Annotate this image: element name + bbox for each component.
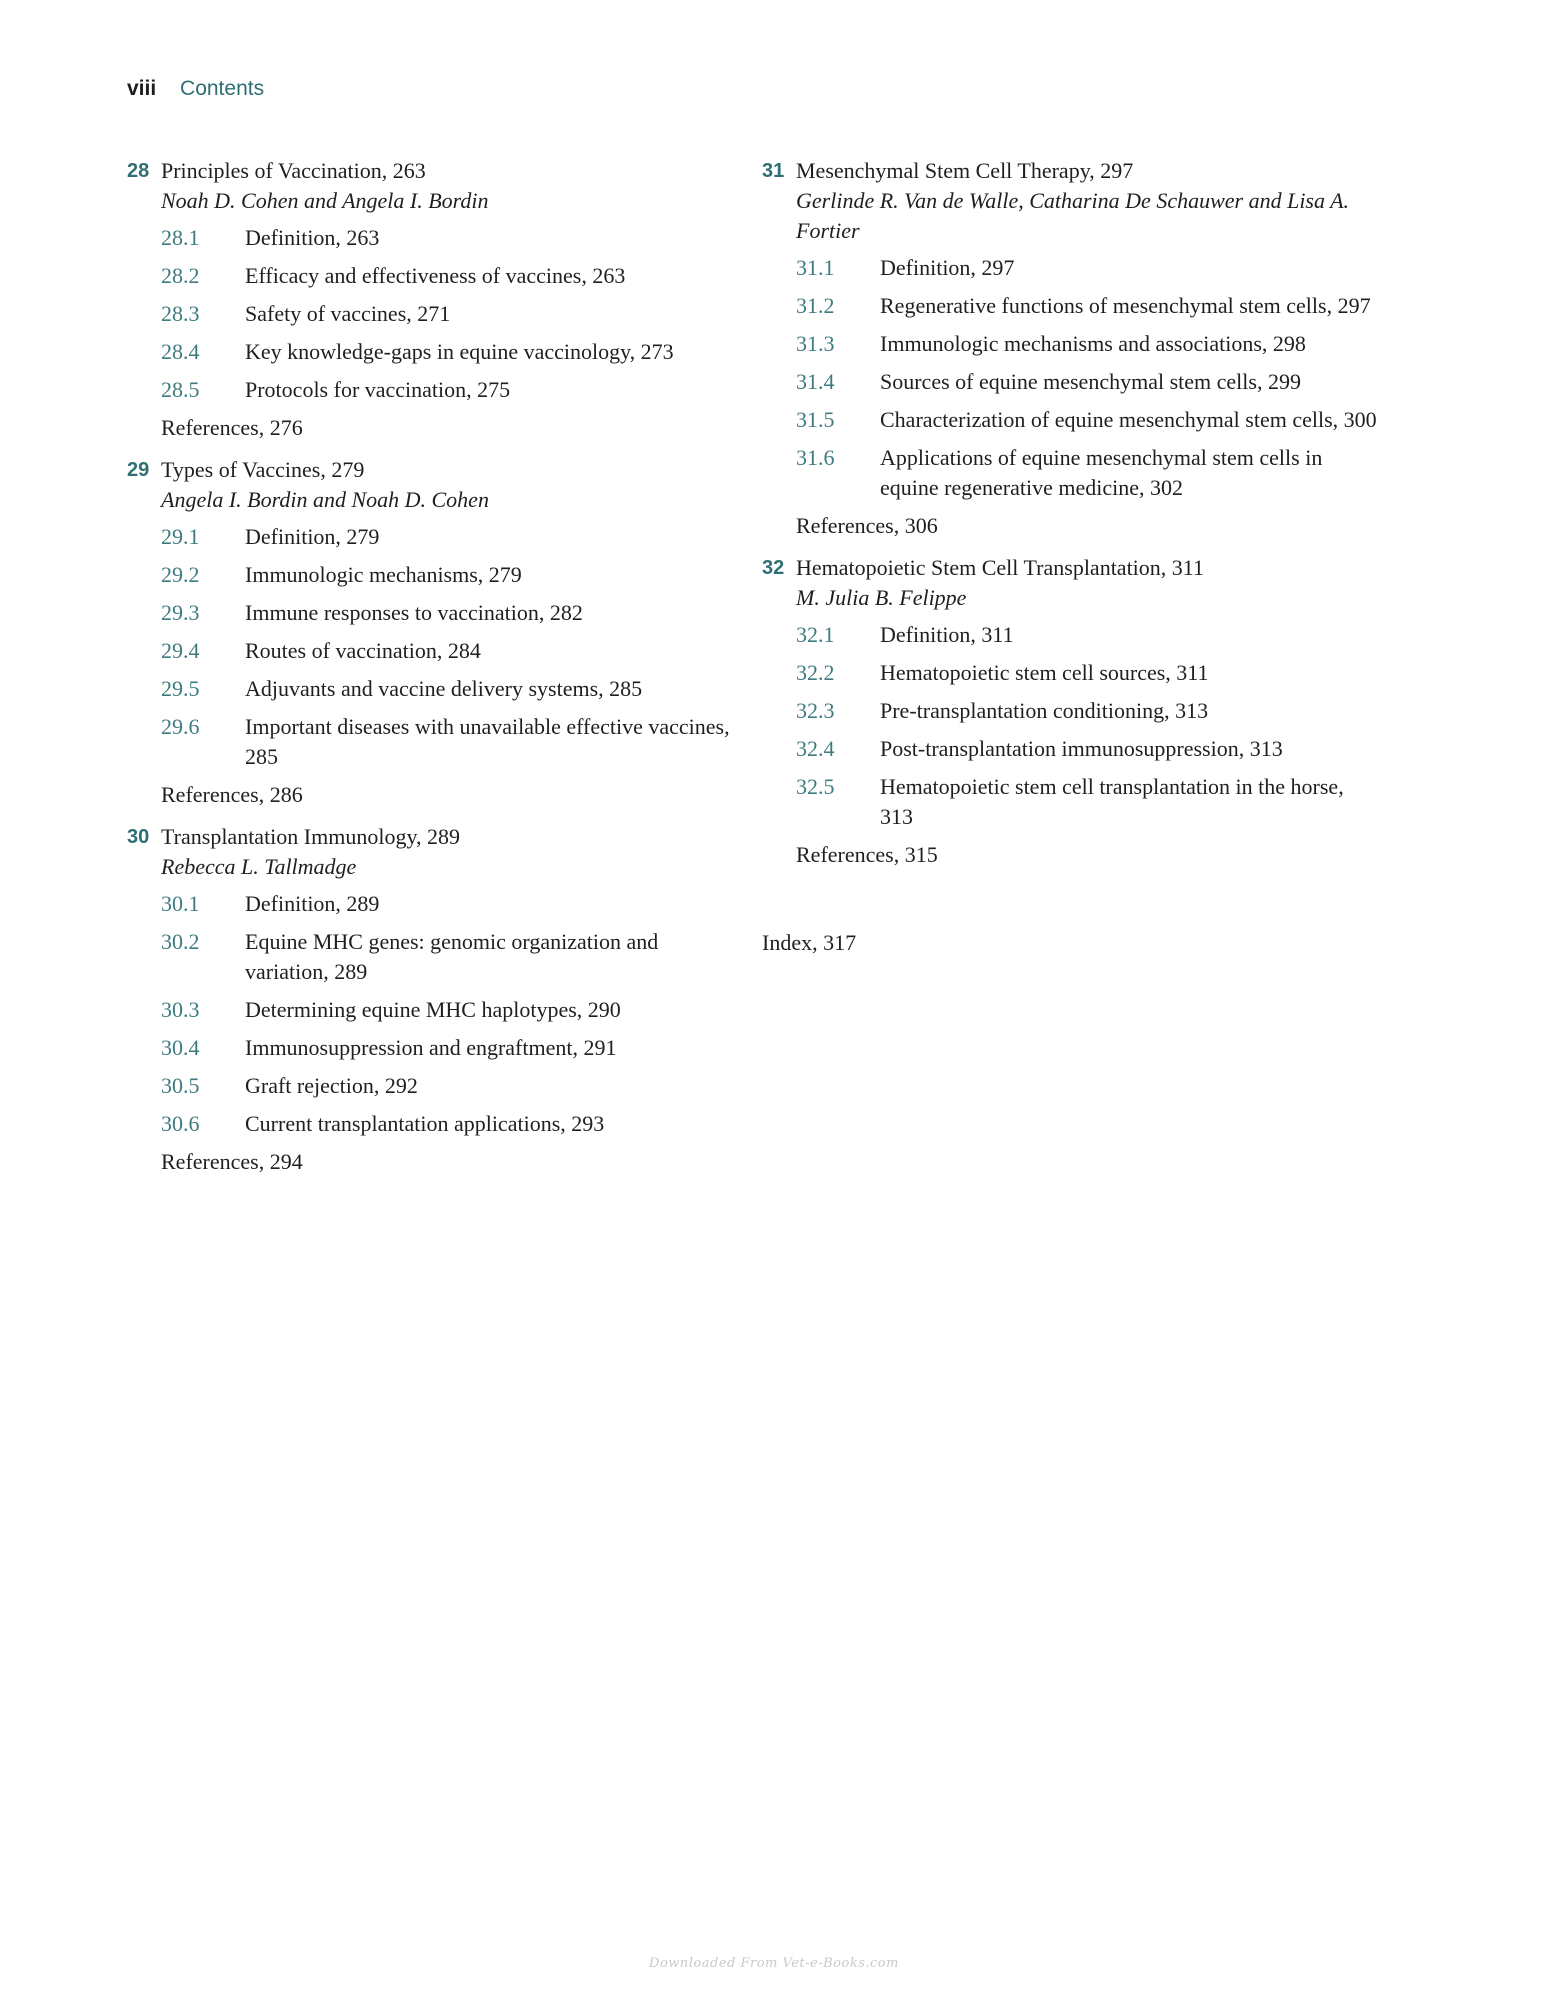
section-number: 28.2 bbox=[161, 263, 200, 288]
chapter-authors: M. Julia B. Felippe bbox=[796, 585, 967, 610]
section-title: Characterization of equine mesenchymal stem cells, 300 bbox=[880, 407, 1377, 432]
section-entry[interactable] bbox=[161, 560, 747, 590]
chapter-title: Mesenchymal Stem Cell Therapy, 297 bbox=[796, 158, 1134, 183]
section-title: Determining equine MHC haplotypes, 290 bbox=[245, 997, 621, 1022]
section-title: Adjuvants and vaccine delivery systems, 285 bbox=[245, 676, 643, 701]
chapter-authors: Gerlinde R. Van de Walle, Catharina De Schauwer and Lisa A. Fortier bbox=[796, 188, 1350, 243]
chapter-title: Principles of Vaccination, 263 bbox=[161, 158, 426, 183]
section-number: 32.3 bbox=[796, 698, 835, 723]
chapter-heading[interactable] bbox=[127, 455, 747, 485]
section-entry[interactable] bbox=[161, 1071, 747, 1101]
section-title: Graft rejection, 292 bbox=[245, 1073, 418, 1098]
section-entry[interactable] bbox=[796, 443, 1382, 503]
chapter-number: 28 bbox=[127, 160, 150, 182]
references-entry[interactable]: References, 294 bbox=[161, 1149, 303, 1174]
section-number: 29.1 bbox=[161, 524, 200, 549]
section-number: 32.5 bbox=[796, 774, 835, 799]
section-number: 31.4 bbox=[796, 369, 835, 394]
section-number: 30.3 bbox=[161, 997, 200, 1022]
section-entry[interactable] bbox=[161, 375, 747, 405]
section-entry[interactable] bbox=[161, 636, 747, 666]
chapter-entry bbox=[762, 553, 1382, 870]
references-entry[interactable]: References, 315 bbox=[796, 842, 938, 867]
section-number: 30.2 bbox=[161, 929, 200, 954]
section-entry[interactable] bbox=[161, 299, 747, 329]
chapter-heading[interactable] bbox=[762, 553, 1382, 583]
section-entry[interactable] bbox=[161, 927, 747, 987]
chapter-number: 30 bbox=[127, 826, 150, 848]
section-entry[interactable] bbox=[161, 1033, 747, 1063]
section-entry[interactable] bbox=[796, 367, 1382, 397]
chapter-title: Transplantation Immunology, 289 bbox=[161, 824, 461, 849]
chapter-authors: Noah D. Cohen and Angela I. Bordin bbox=[161, 188, 489, 213]
section-title: Definition, 279 bbox=[245, 524, 380, 549]
chapter-entry bbox=[762, 156, 1382, 541]
section-number: 32.1 bbox=[796, 622, 835, 647]
chapter-number: 29 bbox=[127, 459, 150, 481]
section-number: 29.3 bbox=[161, 600, 200, 625]
section-number: 32.2 bbox=[796, 660, 835, 685]
section-title: Definition, 311 bbox=[880, 622, 1014, 647]
chapter-heading[interactable] bbox=[127, 156, 747, 186]
toc-right-column bbox=[762, 156, 1382, 958]
section-list bbox=[762, 620, 1382, 832]
section-number: 28.3 bbox=[161, 301, 200, 326]
section-title: Sources of equine mesenchymal stem cells, 299 bbox=[880, 369, 1301, 394]
references-entry[interactable]: References, 286 bbox=[161, 782, 303, 807]
section-number: 30.6 bbox=[161, 1111, 200, 1136]
section-title: Routes of vaccination, 284 bbox=[245, 638, 481, 663]
section-entry[interactable] bbox=[161, 223, 747, 253]
section-title: Immunosuppression and engraftment, 291 bbox=[245, 1035, 617, 1060]
section-title: Hematopoietic stem cell transplantation in the horse, 313 bbox=[880, 774, 1344, 829]
section-entry[interactable] bbox=[796, 253, 1382, 283]
chapter-title: Hematopoietic Stem Cell Transplantation, 311 bbox=[796, 555, 1204, 580]
section-title: Post-transplantation immunosuppression, 313 bbox=[880, 736, 1283, 761]
section-number: 32.4 bbox=[796, 736, 835, 761]
section-title: Efficacy and effectiveness of vaccines, 263 bbox=[245, 263, 626, 288]
section-entry[interactable] bbox=[161, 889, 747, 919]
page-number: viii bbox=[127, 77, 157, 100]
section-number: 29.5 bbox=[161, 676, 200, 701]
section-entry[interactable] bbox=[796, 658, 1382, 688]
chapter-number: 32 bbox=[762, 557, 785, 579]
chapter-authors: Angela I. Bordin and Noah D. Cohen bbox=[161, 487, 489, 512]
section-title: Key knowledge-gaps in equine vaccinology, 273 bbox=[245, 339, 674, 364]
section-number: 28.1 bbox=[161, 225, 200, 250]
chapter-entry bbox=[127, 455, 747, 810]
running-title: Contents bbox=[180, 77, 265, 100]
section-entry[interactable] bbox=[161, 337, 747, 367]
section-title: Immunologic mechanisms and associations, 298 bbox=[880, 331, 1306, 356]
toc-index-entry[interactable]: Index, 317 bbox=[762, 930, 857, 955]
chapter-list bbox=[127, 156, 747, 1177]
section-number: 29.2 bbox=[161, 562, 200, 587]
section-entry[interactable] bbox=[161, 995, 747, 1025]
section-title: Hematopoietic stem cell sources, 311 bbox=[880, 660, 1209, 685]
section-entry[interactable] bbox=[161, 712, 747, 772]
section-entry[interactable] bbox=[161, 261, 747, 291]
chapter-entry bbox=[127, 156, 747, 443]
section-number: 28.4 bbox=[161, 339, 200, 364]
section-entry[interactable] bbox=[161, 674, 747, 704]
section-title: Applications of equine mesenchymal stem cells in equine regenerative medicine, 302 bbox=[880, 445, 1323, 500]
section-title: Immunologic mechanisms, 279 bbox=[245, 562, 522, 587]
references-entry[interactable]: References, 306 bbox=[796, 513, 938, 538]
section-title: Definition, 289 bbox=[245, 891, 380, 916]
section-entry[interactable] bbox=[796, 772, 1382, 832]
watermark: Downloaded From Vet-e-Books.com bbox=[649, 1956, 899, 1971]
chapter-list bbox=[762, 156, 1382, 870]
section-title: Pre-transplantation conditioning, 313 bbox=[880, 698, 1209, 723]
section-title: Immune responses to vaccination, 282 bbox=[245, 600, 583, 625]
section-list bbox=[762, 253, 1382, 503]
section-entry[interactable] bbox=[161, 598, 747, 628]
section-title: Regenerative functions of mesenchymal stem cells, 297 bbox=[880, 293, 1371, 318]
section-entry[interactable] bbox=[796, 291, 1382, 321]
section-number: 31.2 bbox=[796, 293, 835, 318]
section-title: Important diseases with unavailable effective vaccines, 285 bbox=[245, 714, 730, 769]
chapter-entry bbox=[127, 822, 747, 1177]
section-list bbox=[127, 889, 747, 1139]
section-title: Equine MHC genes: genomic organization and variation, 289 bbox=[245, 929, 659, 984]
section-number: 31.5 bbox=[796, 407, 835, 432]
section-entry[interactable] bbox=[796, 405, 1382, 435]
chapter-heading[interactable] bbox=[762, 156, 1382, 186]
section-number: 31.3 bbox=[796, 331, 835, 356]
section-number: 30.5 bbox=[161, 1073, 200, 1098]
section-entry[interactable] bbox=[161, 522, 747, 552]
section-entry[interactable] bbox=[796, 620, 1382, 650]
section-number: 29.6 bbox=[161, 714, 200, 739]
section-title: Safety of vaccines, 271 bbox=[245, 301, 451, 326]
section-entry[interactable] bbox=[796, 696, 1382, 726]
toc-left-column bbox=[127, 156, 747, 1189]
chapter-number: 31 bbox=[762, 160, 785, 182]
section-number: 29.4 bbox=[161, 638, 200, 663]
chapter-heading[interactable] bbox=[127, 822, 747, 852]
section-title: Definition, 297 bbox=[880, 255, 1015, 280]
section-list bbox=[127, 223, 747, 405]
section-list bbox=[127, 522, 747, 772]
chapter-title: Types of Vaccines, 279 bbox=[161, 457, 365, 482]
section-number: 31.1 bbox=[796, 255, 835, 280]
section-number: 31.6 bbox=[796, 445, 835, 470]
section-title: Definition, 263 bbox=[245, 225, 380, 250]
chapter-authors: Rebecca L. Tallmadge bbox=[161, 854, 357, 879]
section-entry[interactable] bbox=[796, 734, 1382, 764]
section-number: 28.5 bbox=[161, 377, 200, 402]
section-number: 30.4 bbox=[161, 1035, 200, 1060]
references-entry[interactable]: References, 276 bbox=[161, 415, 303, 440]
section-number: 30.1 bbox=[161, 891, 200, 916]
section-entry[interactable] bbox=[161, 1109, 747, 1139]
section-title: Current transplantation applications, 293 bbox=[245, 1111, 605, 1136]
section-entry[interactable] bbox=[796, 329, 1382, 359]
section-title: Protocols for vaccination, 275 bbox=[245, 377, 511, 402]
running-head bbox=[127, 74, 264, 104]
